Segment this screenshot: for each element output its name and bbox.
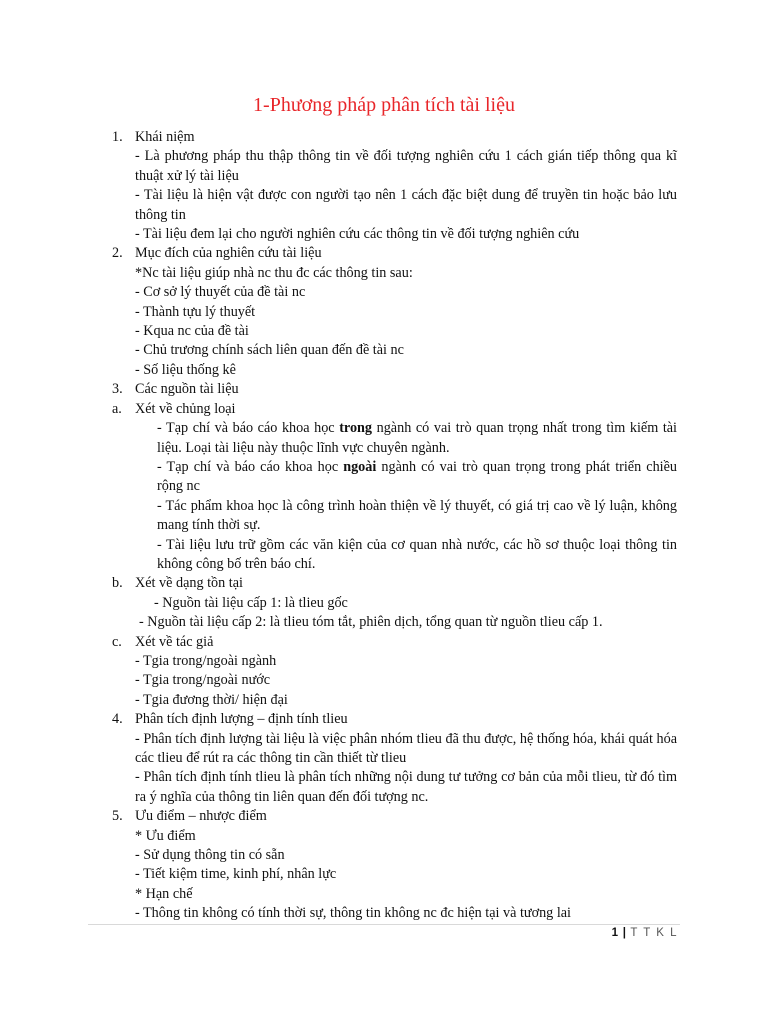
- paragraph: - Nguồn tài liệu cấp 2: là tlieu tóm tắt, phiên dịch, tổng quan từ nguồn tlieu cấp 1.: [139, 614, 603, 631]
- list-number: 4.: [112, 711, 123, 728]
- paragraph: - Tạp chí và báo cáo khoa học trong ngành có vai trò quan trọng nhất trong tìm kiếm tài liệu. Loại tài liệu này thuộc lĩnh vực chuyên ngành.: [157, 420, 678, 456]
- paragraph: - Thành tựu lý thuyết: [135, 303, 256, 320]
- heading-text: Xét về chủng loại: [135, 400, 236, 417]
- heading-text: Khái niệm: [135, 129, 195, 145]
- list-number: 3.: [112, 381, 123, 398]
- section-4-heading: [0, 710, 768, 729]
- paragraph: - Sử dụng thông tin có sẵn: [135, 847, 285, 864]
- paragraph: * Hạn chế: [135, 885, 193, 902]
- paragraph: - Tạp chí và báo cáo khoa học ngoài ngành có vai trò quan trọng trong phát triển chiều rộng nc: [157, 458, 677, 495]
- heading-text: Mục đích của nghiên cứu tài liệu: [135, 245, 322, 262]
- list-letter: c.: [112, 633, 122, 650]
- paragraph: - Tgia trong/ngoài ngành: [135, 652, 277, 669]
- paragraph: - Phân tích định lượng tài liệu là việc phân nhóm tlieu đã thu được, hệ thống hóa, khái quát hóa các tlieu để rút ra các thông tin cần thiết từ tlieu: [135, 730, 677, 766]
- heading-text: Xét về tác giả: [135, 633, 214, 650]
- paragraph: - Phân tích định tính tlieu là phân tích những nội dung tư tưởng cơ bản của mỗi tlieu, từ đó tìm ra ý nghĩa của thông tin liên quan đến đối tượng nc.: [135, 769, 677, 805]
- paragraph: *Nc tài liệu giúp nhà nc thu đc các thông tin sau:: [135, 264, 413, 281]
- section-1-heading: [0, 128, 768, 147]
- list-letter: b.: [112, 575, 123, 592]
- footer-divider: [88, 924, 680, 925]
- list-number: 2.: [112, 245, 123, 262]
- section-2-heading: [0, 244, 768, 263]
- paragraph: - Tgia trong/ngoài nước: [135, 672, 271, 689]
- heading-text: Các nguồn tài liệu: [135, 381, 239, 398]
- paragraph: - Chủ trương chính sách liên quan đến đề tài nc: [135, 342, 404, 359]
- paragraph: * Ưu điểm: [135, 827, 196, 844]
- footer-label: T T K L: [630, 927, 678, 939]
- paragraph: - Số liệu thống kê: [135, 361, 236, 378]
- paragraph: - Cơ sở lý thuyết của đề tài nc: [135, 284, 306, 301]
- paragraph: - Tiết kiệm time, kinh phí, nhân lực: [135, 866, 337, 883]
- heading-text: Phân tích định lượng – định tính tlieu: [135, 711, 348, 728]
- paragraph: - Tài liệu đem lại cho người nghiên cứu các thông tin về đối tượng nghiên cứu: [135, 226, 580, 243]
- list-number: 5.: [112, 808, 123, 825]
- paragraph: - Tài liệu lưu trữ gồm các văn kiện của cơ quan nhà nước, các hồ sơ thuộc loại thông tin không công bố trên báo chí.: [157, 536, 677, 572]
- paragraph: - Tài liệu là hiện vật được con người tạo nên 1 cách đặc biệt dung để truyền tin hoặc bảo lưu thông tin: [135, 187, 677, 223]
- emphasis: ngoài: [343, 458, 377, 475]
- section-3-heading: [0, 380, 768, 399]
- subsection-c-heading: [0, 633, 768, 652]
- list-letter: a.: [112, 400, 122, 417]
- emphasis: trong: [339, 420, 373, 437]
- page-number: 1: [611, 927, 618, 939]
- subsection-a-heading: [0, 400, 768, 419]
- page-footer: [612, 927, 678, 939]
- document-title: 1-Phương pháp phân tích tài liệu: [253, 94, 515, 116]
- paragraph: - Tác phẩm khoa học là công trình hoàn thiện về lý thuyết, có giá trị cao về lý luận, không mang tính thời sự.: [157, 497, 677, 534]
- list-number: 1.: [112, 129, 123, 145]
- footer-separator: |: [622, 927, 626, 939]
- paragraph: - Nguồn tài liệu cấp 1: là tlieu gốc: [154, 594, 348, 611]
- document-body: [0, 128, 768, 924]
- heading-text: Xét về dạng tồn tại: [135, 575, 243, 592]
- paragraph: - Kqua nc của đề tài: [135, 323, 249, 340]
- subsection-b-heading: [0, 574, 768, 593]
- section-5-heading: [0, 807, 768, 826]
- paragraph: - Thông tin không có tính thời sự, thông tin không nc đc hiện tại và tương lai: [135, 905, 571, 922]
- heading-text: Ưu điểm – nhược điểm: [135, 808, 267, 825]
- paragraph: - Là phương pháp thu thập thông tin về đối tượng nghiên cứu 1 cách gián tiếp thông qua kĩ thuật xử lý tài liệu: [135, 148, 677, 184]
- paragraph: - Tgia đương thời/ hiện đại: [135, 691, 288, 708]
